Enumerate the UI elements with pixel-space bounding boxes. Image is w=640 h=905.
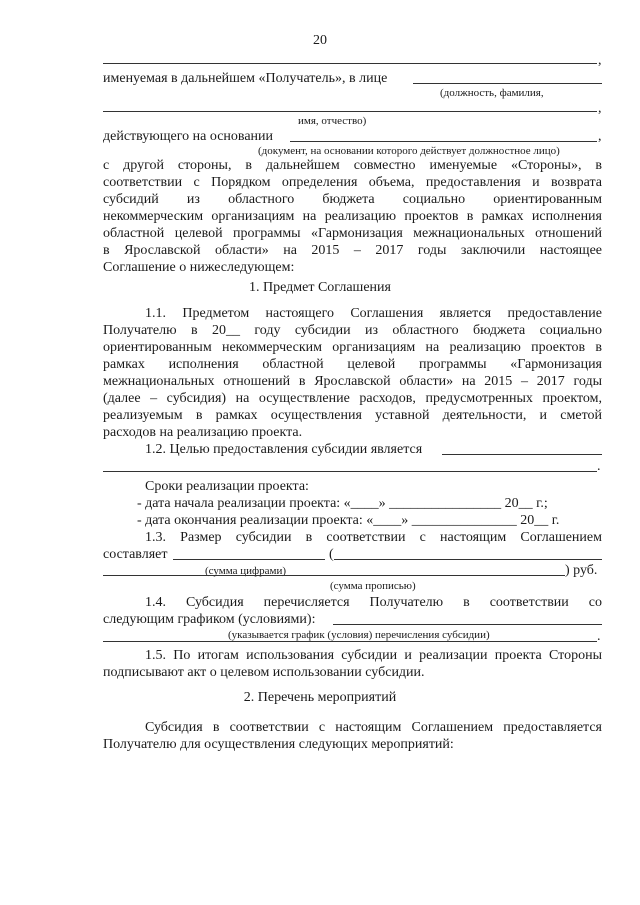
transfer-line: 1.4. Субсидия перечисляется Получателю в соответствии со — [145, 595, 602, 610]
paragraph-line: реализуемым в рамках осуществления уставной деятельности, и сметой — [103, 408, 602, 423]
comma: , — [598, 129, 602, 144]
hint-sum-digits: (сумма цифрами) — [205, 565, 287, 577]
paragraph-line: ориентированным некоммерческим организациям на реализацию проектов в — [103, 340, 602, 355]
comma: , — [598, 53, 602, 68]
paragraph-line: Получателю для осуществления следующих мероприятий: — [103, 737, 454, 752]
basis-line: действующего на основании — [103, 129, 274, 144]
page-number: 20 — [313, 33, 327, 48]
start-date-line: - дата начала реализации проекта: «____» ________________ 20__ г.; — [137, 496, 548, 511]
amount-line: 1.3. Размер субсидии в соответствии с настоящим Соглашением — [145, 530, 602, 545]
hint-name: имя, отчество) — [298, 115, 367, 127]
hint-position: (должность, фамилия, — [440, 87, 544, 99]
blank-line — [442, 454, 602, 455]
blank-line — [413, 83, 602, 84]
intro-line: областной целевой программы «Гармонизация межнациональных отношений — [103, 226, 602, 241]
terms-line: Сроки реализации проекта: — [145, 479, 309, 494]
blank-line — [333, 624, 602, 625]
section-title: 2. Перечень мероприятий — [243, 690, 397, 705]
intro-line: соответствии с Порядком определения объема, предоставления и возврата — [103, 175, 602, 190]
comma: , — [598, 101, 602, 116]
paragraph-line: Субсидия в соответствии с настоящим Соглашением предоставляется — [145, 720, 602, 735]
section-title: 1. Предмет Соглашения — [249, 280, 391, 295]
intro-line: с другой стороны, в дальнейшем совместно именуемые «Стороны», в — [103, 158, 602, 173]
blank-line — [103, 575, 565, 576]
blank-line — [290, 141, 597, 142]
end-date-line: - дата окончания реализации проекта: «____» _______________ 20__ г. — [137, 513, 560, 528]
paragraph-line: межнациональных отношений в Ярославской области» на 2015 – 2017 годы — [103, 374, 602, 389]
paragraph-line: Получателю в 20__ году субсидии из областного бюджета социально — [103, 323, 602, 338]
hint-schedule: (указывается график (условия) перечисления субсидии) — [228, 629, 490, 641]
blank-line — [103, 471, 597, 472]
period: . — [597, 629, 601, 644]
goal-line: 1.2. Целью предоставления субсидии является — [145, 442, 423, 457]
paragraph-line: расходов на реализацию проекта. — [103, 425, 303, 440]
recipient-line: именуемая в дальнейшем «Получатель», в лице — [103, 71, 388, 86]
intro-line: Соглашение о нижеследующем: — [103, 260, 295, 275]
hint-sum-words: (сумма прописью) — [330, 580, 416, 592]
blank-line — [173, 559, 325, 560]
transfer-line: следующим графиком (условиями): — [103, 612, 316, 627]
intro-line: субсидий из областного бюджета социально ориентированным — [103, 192, 602, 207]
paren: ( — [329, 547, 334, 562]
period: . — [597, 459, 601, 474]
paragraph-line: рамках исполнения областной целевой программы «Гармонизация — [103, 357, 602, 372]
results-line: подписывают акт о целевом использовании субсидии. — [103, 665, 425, 680]
blank-line — [103, 63, 597, 64]
results-line: 1.5. По итогам использования субсидии и реализации проекта Стороны — [145, 648, 602, 663]
intro-line: некоммерческим организациям на реализацию проектов в рамках исполнения — [103, 209, 602, 224]
amount-line: составляет — [103, 547, 168, 562]
hint-document: (документ, на основании которого действует должностное лицо) — [258, 145, 560, 157]
intro-line: в Ярославской области» на 2015 – 2017 годы заключили настоящее — [103, 243, 602, 258]
blank-line — [334, 559, 602, 560]
paragraph-line: 1.1. Предметом настоящего Соглашения является предоставление — [145, 306, 602, 321]
blank-line — [103, 111, 597, 112]
rub: ) руб. — [565, 563, 598, 578]
paragraph-line: (далее – субсидия) на осуществление расходов, предусмотренных проектом, — [103, 391, 602, 406]
